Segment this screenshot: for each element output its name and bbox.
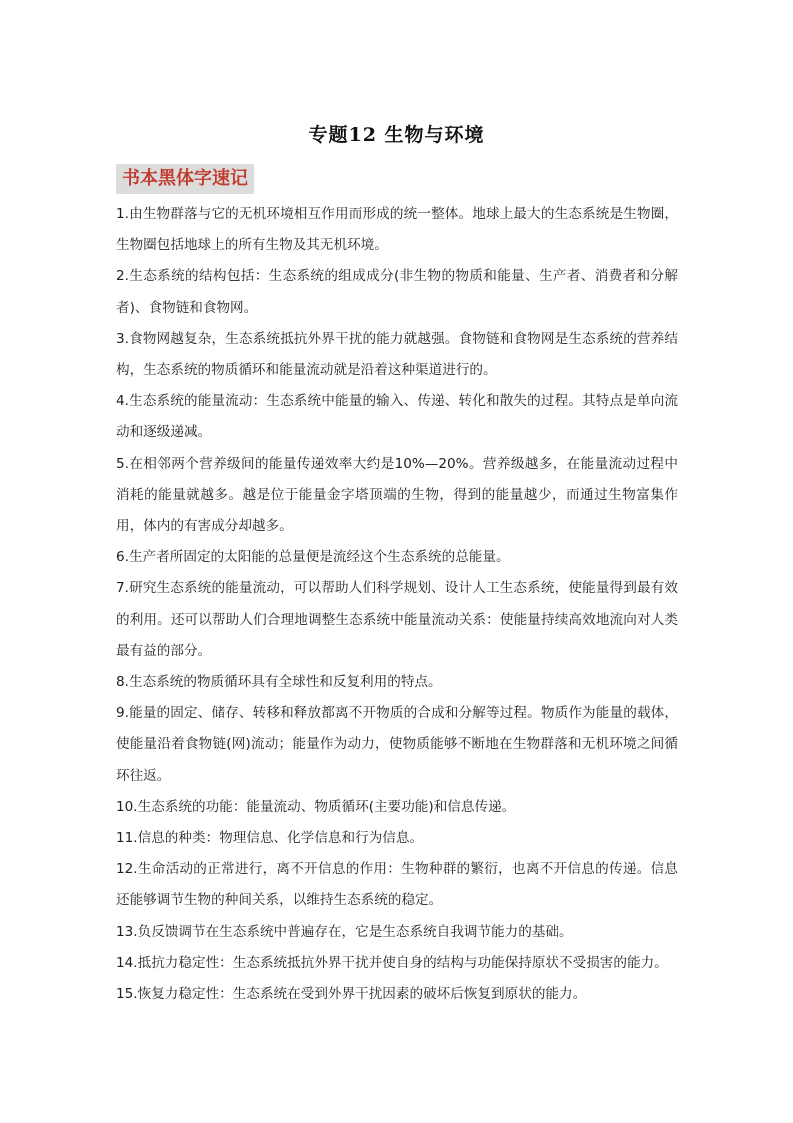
list-item: 4.生态系统的能量流动：生态系统中能量的输入、传递、转化和散失的过程。其特点是单向流动和逐级递减。 [116, 393, 678, 441]
list-item: 7.研究生态系统的能量流动，可以帮助人们科学规划、设计人工生态系统，使能量得到最有效的利用。还可以帮助人们合理地调整生态系统中能量流动关系：使能量持续高效地流向对人类最有益的部分。 [116, 580, 678, 659]
list-item: 3.食物网越复杂，生态系统抵抗外界干扰的能力就越强。食物链和食物网是生态系统的营养结构，生态系统的物质循环和能量流动就是沿着这种渠道进行的。 [116, 330, 678, 379]
list-item: 13.负反馈调节在生态系统中普遍存在，它是生态系统自我调节能力的基础。 [116, 923, 573, 940]
list-item: 10.生态系统的功能：能量流动、物质循环(主要功能)和信息传递。 [116, 798, 516, 815]
list-item: 12.生命活动的正常进行，离不开信息的作用：生物种群的繁衍，也离不开信息的传递。信息还能够调节生物的种间关系，以维持生态系统的稳定。 [116, 861, 678, 909]
list-item: 1.由生物群落与它的无机环境相互作用而形成的统一整体。地球上最大的生态系统是生物圈，生物圈包括地球上的所有生物及其无机环境。 [116, 206, 678, 254]
list-item: 15.恢复力稳定性：生态系统在受到外界干扰因素的破坏后恢复到原状的能力。 [116, 986, 587, 1003]
section-heading: 书本黑体字速记 [116, 164, 254, 194]
list-item: 9.能量的固定、储存、转移和释放都离不开物质的合成和分解等过程。物质作为能量的载体，使能量沿着食物链(网)流动；能量作为动力，使物质能够不断地在生物群落和无机环境之间循环往返。 [116, 705, 678, 784]
list-item: 2.生态系统的结构包括：生态系统的组成成分(非生物的物质和能量、生产者、消费者和分解者)、食物链和食物网。 [116, 268, 678, 316]
page-title: 专题12 生物与环境 [308, 124, 485, 146]
list-item: 5.在相邻两个营养级间的能量传递效率大约是10%—20%。营养级越多，在能量流动过程中消耗的能量就越多。越是位于能量金字塔顶端的生物，得到的能量越少，而通过生物富集作用，体内的有害成分却越多。 [116, 455, 678, 535]
list-item: 14.抵抗力稳定性：生态系统抵抗外界干扰并使自身的结构与功能保持原状不受损害的能力。 [116, 954, 668, 971]
list-item: 8.生态系统的物质循环具有全球性和反复利用的特点。 [116, 674, 442, 691]
list-item: 6.生产者所固定的太阳能的总量便是流经这个生态系统的总能量。 [116, 549, 510, 566]
list-item: 11.信息的种类：物理信息、化学信息和行为信息。 [116, 830, 424, 847]
body-text [116, 199, 678, 1010]
